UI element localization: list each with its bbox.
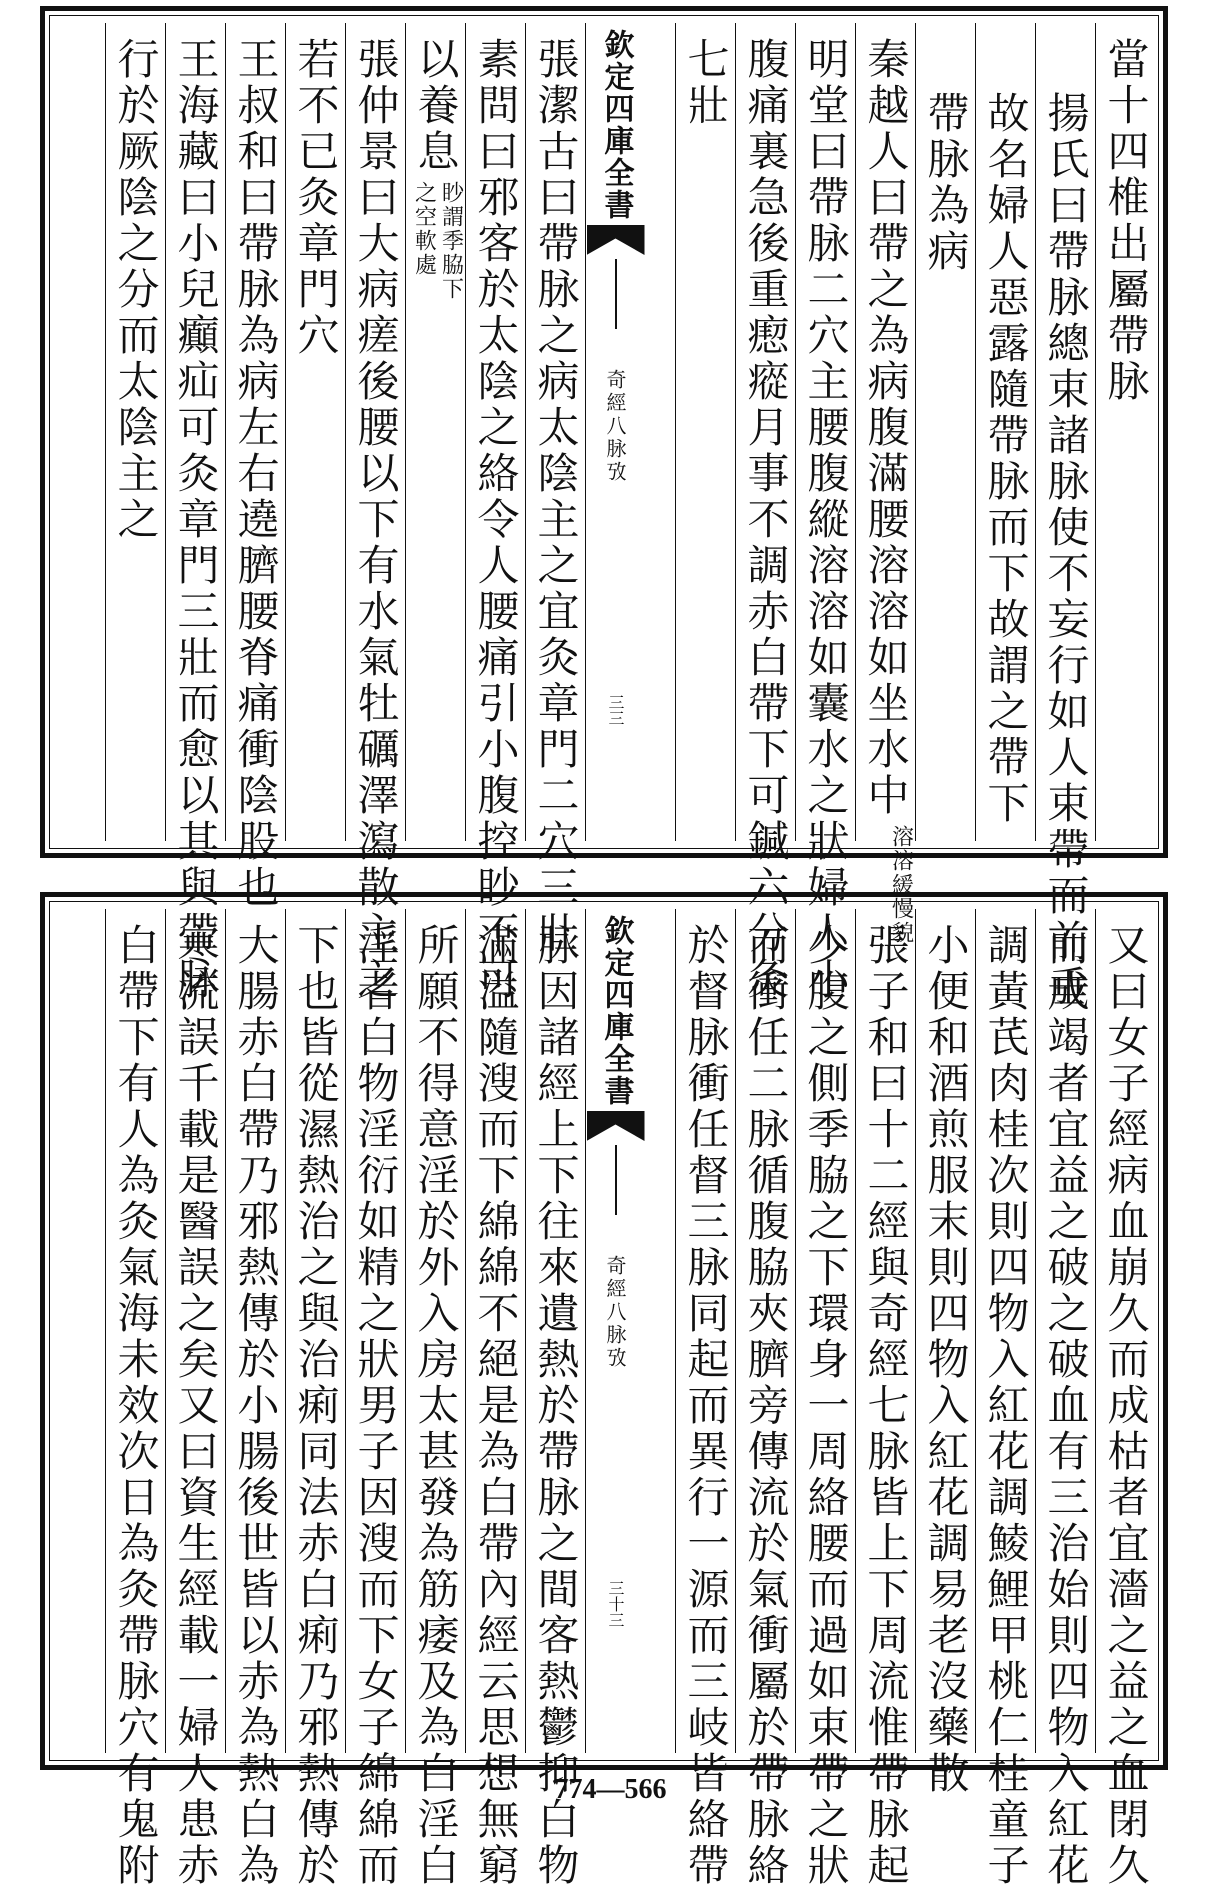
text-column [795,23,855,1003]
text-column [405,909,465,1889]
book-title: 奇經八脉攷 [603,1255,627,1370]
column-main-text: 滿溢隨溲而下綿綿不絕是為白帶內經云思想無窮 [471,923,521,1889]
text-column [675,23,735,841]
column-text [107,909,165,1889]
text-column [165,909,225,1889]
column-main-text: 而衝任二脉循腹脇夾臍旁傳流於氣衝屬於帶脉絡 [741,923,791,1889]
column-main-text: 七壯 [681,37,731,129]
column-text [677,909,735,1889]
column-main-text: 帶脉為病 [921,91,971,275]
text-column [525,23,585,957]
text-column [975,909,1035,1889]
column-text [917,909,975,1797]
column-main-text: 而成竭者宜益之破之破血有三治始則四物入紅花 [1041,923,1091,1889]
column-text [677,23,735,841]
column-main-text: 王叔和曰帶脉為病左右遶臍腰脊痛衝陰股也 [231,37,281,911]
column-text [917,23,975,841]
text-column [675,909,735,1889]
text-column [1035,909,1095,1889]
text-column [855,23,915,945]
top-page-panel [40,6,1168,1011]
column-main-text: 故名婦人惡露隨帶脉而下故謂之帶下 [981,91,1031,827]
text-column [915,909,975,1797]
column-text [407,23,465,841]
text-column [465,909,525,1889]
column-text [1097,909,1155,1889]
library-title: 欽定四庫全書 [598,915,634,1107]
column-text [1037,23,1095,1011]
library-title: 欽定四庫全書 [598,29,634,221]
column-main-text: 大腸赤白帶乃邪熱傳於小腸後世皆以赤為熱白為 [231,923,281,1889]
column-main-text: 淫者白物淫衍如精之狀男子因溲而下女子綿綿而 [351,923,401,1889]
column-main-text: 下也皆從濕熱治之與治痢同法赤白痢乃邪熱傳於 [291,923,341,1889]
text-column [735,909,795,1889]
column-main-text: 寒流誤千載是醫誤之矣又曰資生經載一婦人患赤 [171,923,221,1889]
column-text [797,909,855,1889]
interlinear-note: 溶溶緩慢貌 [888,825,914,945]
column-text [407,909,465,1889]
column-text [347,23,405,1003]
column-main-text: 當十四椎出屬帶脉 [1101,37,1151,405]
column-main-text: 張仲景曰大病瘥後腰以下有水氣牡礪澤瀉散主之 [351,37,401,1003]
column-main-text: 小便和酒煎服末則四物入紅花調易老沒藥散 [921,923,971,1797]
text-column [855,909,915,1889]
column-main-text: 若不已灸章門穴 [291,37,341,359]
column-text [737,23,795,1003]
spine-line [615,259,617,329]
column-main-text: 白帶下有人為灸氣海未效次日為灸帶脉穴有鬼附 [111,923,161,1889]
column-text [167,23,225,1003]
interlinear-note: 眇謂季脇下之空軟處 [411,181,464,301]
text-column [285,909,345,1889]
text-column [1095,23,1155,841]
leaf-number: 三三 [606,694,625,726]
column-main-text: 又曰女子經病血崩久而成枯者宜濇之益之血閉久 [1101,923,1151,1889]
column-main-text: 張潔古曰帶脉之病太陰主之宜灸章門二穴三壯 [531,37,581,957]
text-column [165,23,225,1003]
column-text [467,23,525,1003]
column-main-text: 以養息 [411,37,461,175]
text-column [345,23,405,1003]
text-column [525,909,585,1889]
column-text [227,909,285,1889]
text-column [405,23,465,841]
column-main-text: 脉因諸經上下往來遺熱於帶脉之間客熱鬱抑白物 [531,923,581,1889]
column-main-text: 揚氏曰帶脉總束諸脉使不妄行如人束帶而前垂 [1041,91,1091,1011]
text-column [735,23,795,1003]
column-text [467,909,525,1889]
column-text [797,23,855,1003]
text-column [285,23,345,841]
fishtail-mark-icon [587,225,645,255]
column-text [107,23,165,841]
bottom-center-strip [585,909,645,1753]
text-column [225,23,285,911]
column-text [287,23,345,841]
column-text [857,909,915,1889]
column-text [527,909,585,1889]
top-center-strip [585,23,645,841]
text-column [1035,23,1095,1011]
leaf-number: 三十三 [606,1580,625,1628]
book-title: 奇經八脉攷 [603,369,627,484]
column-main-text: 明堂曰帶脉二穴主腰腹縱溶溶如囊水之狀婦人小 [801,37,851,1003]
column-text [977,23,1035,841]
column-main-text: 腹痛裏急後重瘛瘲月事不調赤白帶下可鍼六分灸 [741,37,791,1003]
column-text [287,909,345,1889]
text-column [465,23,525,1003]
column-text [227,23,285,911]
column-text [737,909,795,1889]
page-number: 774—566 [554,1774,667,1805]
column-text [527,23,585,957]
column-main-text: 秦越人曰帶之為病腹滿腰溶溶如坐水中 [861,37,911,819]
column-text [1097,23,1155,841]
column-text [347,909,405,1889]
column-main-text: 張子和曰十二經與奇經七脉皆上下周流惟帶脉起 [861,923,911,1889]
column-main-text: 所願不得意淫於外入房太甚發為筋痿及為白淫白 [411,923,461,1889]
column-main-text: 行於厥陰之分而太陰主之 [111,37,161,543]
column-main-text: 於督脉衝任督三脉同起而異行一源而三岐皆絡帶 [681,923,731,1889]
text-column [915,23,975,841]
fishtail-mark-icon [587,1111,645,1141]
column-text [857,23,915,945]
text-column [795,909,855,1889]
column-main-text: 調黃芪肉桂次則四物入紅花調鯪鯉甲桃仁桂童子 [981,923,1031,1889]
text-column [105,23,165,841]
column-main-text: 少腹之側季脇之下環身一周絡腰而過如束帶之狀 [801,923,851,1889]
column-text [1037,909,1095,1889]
text-column [225,909,285,1889]
column-main-text: 素問曰邪客於太陰之絡令人腰痛引小腹控眇不可 [471,37,521,1003]
column-text [977,909,1035,1889]
text-column [345,909,405,1889]
text-column [1095,909,1155,1889]
column-main-text: 王海藏曰小兒癲疝可灸章門三壯而愈以其與帶脉 [171,37,221,1003]
text-column [975,23,1035,841]
text-column [105,909,165,1889]
column-text [167,909,225,1889]
spine-line [615,1145,617,1215]
